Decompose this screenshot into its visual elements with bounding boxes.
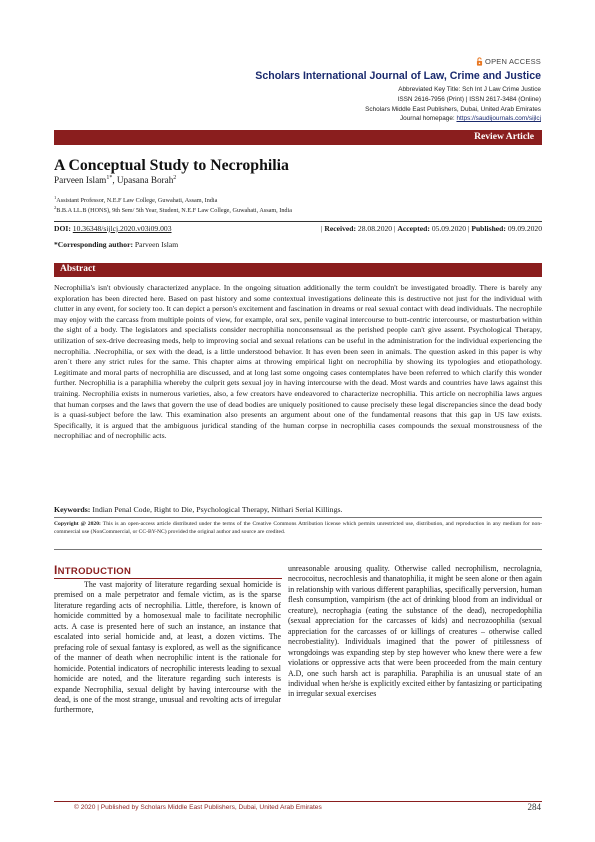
- copyright-notice: [54, 520, 542, 537]
- journal-publisher: Scholars Middle East Publishers, Dubai, United Arab Emirates: [365, 106, 541, 113]
- divider: [54, 517, 542, 518]
- dates-block: | Received: 28.08.2020 | Accepted: 05.09.2020 | Published: 09.09.2020: [320, 224, 542, 233]
- author-affiliation-mark: 2: [173, 175, 177, 181]
- affiliation: [54, 205, 292, 214]
- open-access-badge: [476, 57, 541, 66]
- paper-title: A Conceptual Study to Necrophilia: [54, 157, 289, 174]
- author-name: Parveen Islam: [54, 175, 107, 186]
- body-column-right: unreasonable arousing quality. Otherwise called necrophilism, necrolagnia, necrocoitus, necrochlesis and thanatophilia, it might be seen alone or then again in relationship with various different paraphilias, specifically perversion, human flesh consumption, vampirism (the act of drinking blood from an individual or creature), necrophagia (eating the substance of the dead), necropedophilia (sexual appreciation for the carcasses of kids) and necrozoophilia (sexual appreciation for the carcasses of or killings of creatures – otherwise called necrobestiality). Individuals imagined that the power of pitilessness of wrongdoings was expanding step by step however who knew there were a few violations or oppressive acts that were been proceeded from the main century A.D, one such harsh act is paraphilia. Paraphilia is an unusual state of an individual when he/she is explicitly excited either by fantasizing or participating in irregular sexual exercises: [288, 564, 542, 699]
- footer-publisher: © 2020 | Published by Scholars Middle East Publishers, Dubai, United Arab Emirates: [74, 804, 322, 811]
- journal-issn: ISSN 2616-7956 (Print) | ISSN 2617-3484 (Online): [397, 96, 541, 103]
- abstract-text: Necrophilia's isn't obviously characterized anyplace. In the ongoing situation additionally the term couldn't be investigated broadly. There is barely any exploration has been directed here. Based on past history and some contextual investigations delineate this is destructive not just for the individual with clutter in any event, for society too. It can depict a person's excitement and fascination in dreams or real sexual contact with dead individuals. The necrophile may enjoy with the carcass from multiple points of view, for example, oral sex, penile vaginal intercourse to butt-centric intercourse, or masturbation within the sight of a body. The legislators and specialists consider necrophilia nonconsensual as the perished people can't give assent. Psychological Therapy, utilization of sex-drive decreasing meds, help to improving social and sexual relations can be useful in the administration for the individual experiencing the necrophilia. .Necrophilia, or sex with the dead, is a little understood behavior. It has even been seen in animals. The question asked in this paper is why aren`t there any strict rules for the same. This chapter aims at throwing empirical light on necrophilia by showing its typologies and etiopathology. Legitimate and moral parts of necrophilia are discussed, and at long last some ongoing cases contemplates have been referred to which clarify this wonder further. Necrophilia is a paraphilia whereby the culprit gets sexual joy in having intercourse with the dead. Most wards and countries have laws against this training. Necrophilia exists in numerous varieties, also, a few creators have endeavored to characterize necrophilia. This article on necrophilia laws argues that human corpses and the laws that govern the use of dead bodies are uniquely positioned to cause precisely these legal discrepancies since the dead body is a quasi-subject before the law. This examination also presents an argument about one of the fundamental reasons that this gap in US law exists. Specifically, it is argued that the ambiguous juridical standing of the human corpse in necrophilia cases compounds the sexual monstrousness of the necrophiliac and of necrophilic acts.: [54, 283, 542, 441]
- journal-homepage: [400, 115, 541, 122]
- divider: [54, 221, 542, 222]
- received-date: 28.08.2020: [357, 224, 393, 233]
- affiliation-text: Assistant Professor, N.E.F Law College, Guwahati, Assam, India: [56, 197, 218, 205]
- affiliation-mark: 2: [54, 205, 57, 210]
- section-heading-introduction: [54, 563, 131, 577]
- doi-link[interactable]: 10.36348/sijlcj.2020.v03i09.003: [72, 224, 172, 233]
- footer-divider: [54, 801, 542, 802]
- article-type-label: Review Article: [474, 131, 534, 142]
- copyright-text: This is an open-access article distributed under the terms of the Creative Commons Attribution license which permits unrestricted use, distribution, and reproduction in any medium for non-commercial use (NonCommercial, or CC-BY-NC) provided the original author and source are credited.: [54, 521, 542, 536]
- doi-block: [54, 224, 172, 233]
- article-type-bar: [54, 130, 542, 145]
- journal-title: Scholars International Journal of Law, Crime and Justice: [255, 70, 541, 82]
- published-date: 09.09.2020: [507, 224, 542, 233]
- affiliation: [54, 195, 217, 204]
- abstract-heading: Abstract: [60, 264, 96, 274]
- copyright-label: Copyright @ 2020:: [54, 521, 101, 527]
- article-info-row: [54, 224, 542, 233]
- body-text: The vast majority of literature regarding sexual homicide is premised on a male perpetrator and female victim, as is the sparse literature regarding acts of necrophilia. Little, therefore, is known of homicide committed by a homosexual male to facilitate necrophilic acts. A case is presented here of such an instance, an instance that escalated into serial homicide and, at least, a dozen victims. The prefacing role of sexual fantasy is explored, as well as the significance of the manner of death when necrophilic intent is the rationale for homicide. Potential indicators of necrophilic interests leading to sexual homicide are noted, and the literature regarding such interests is expande Necrophilia, sexual delight by having intercourse with the dead, is one of the most strange, unusual and revolting acts of irregular furthermore,: [54, 580, 281, 715]
- affiliation-text: B.B.A LL.B (HONS), 9th Sem/ 5th Year, Student, N.E.F Law College, Guwahati, Assam, India: [56, 207, 292, 215]
- corresponding-author-name: Parveen Islam: [134, 240, 179, 249]
- keywords-label: Keywords:: [54, 505, 91, 514]
- author-name: Upasana Borah: [116, 175, 174, 186]
- accepted-label: Accepted:: [397, 224, 430, 233]
- homepage-link[interactable]: https://saudijournals.com/sijlcj: [456, 115, 541, 122]
- divider: [54, 276, 542, 277]
- open-access-label: OPEN ACCESS: [485, 57, 541, 66]
- keywords-text: Indian Penal Code, Right to Die, Psychological Therapy, Nithari Serial Killings.: [92, 505, 343, 514]
- keywords: [54, 505, 542, 514]
- homepage-label: Journal homepage:: [399, 115, 457, 122]
- heading-initial: I: [54, 563, 58, 577]
- received-label: Received:: [324, 224, 357, 233]
- divider: [54, 549, 542, 550]
- abstract-heading-bar: [54, 263, 542, 276]
- author-list: Parveen Islam$^{1*}$, Upasana Borah$^2$: [54, 175, 177, 186]
- author-affiliation-mark: 1*: [106, 175, 113, 181]
- corresponding-author: [54, 240, 178, 249]
- page-number: 284: [527, 802, 541, 812]
- corresponding-author-label: *Corresponding author:: [54, 240, 133, 249]
- heading-rest: NTRODUCTION: [57, 566, 132, 577]
- published-label: Published:: [471, 224, 506, 233]
- affiliation-mark: 1: [54, 195, 57, 200]
- divider: [54, 578, 282, 579]
- open-access-lock-icon: [476, 57, 483, 66]
- doi-label: DOI:: [54, 224, 71, 233]
- body-column-left: [54, 580, 281, 716]
- journal-abbrev: Abbreviated Key Title: Sch Int J Law Crime Justice: [398, 86, 541, 93]
- accepted-date: 05.09.2020: [431, 224, 466, 233]
